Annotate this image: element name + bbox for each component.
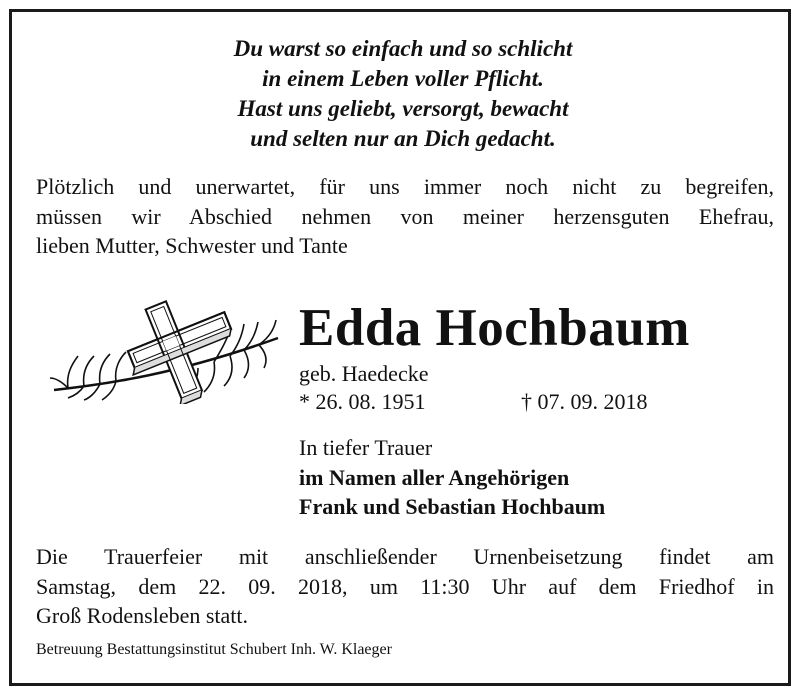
ceremony-line: Die Trauerfeier mit anschließender Urnenbeisetzung findet am xyxy=(36,544,774,569)
death-date: † 07. 09. 2018 xyxy=(521,389,648,414)
poem-line: Hast uns geliebt, versorgt, bewacht xyxy=(237,96,569,121)
poem-line: und selten nur an Dich gedacht. xyxy=(250,126,556,151)
intro-line: müssen wir Abschied nehmen von meiner herzensguten Ehefrau, xyxy=(36,203,774,229)
mourning-line: In tiefer Trauer xyxy=(299,435,433,460)
undertaker-note: Betreuung Bestattungsinstitut Schubert Inh. W. Klaeger xyxy=(36,641,392,658)
intro-text xyxy=(36,172,774,261)
obituary-frame xyxy=(9,9,791,686)
mourning-line: im Namen aller Angehörigen xyxy=(299,464,570,490)
cross-with-palm-branch-icon xyxy=(38,294,288,404)
poem-line: Du warst so einfach und so schlicht xyxy=(233,36,573,61)
maiden-name: geb. Haedecke xyxy=(299,361,429,386)
ceremony-line: Samstag, dem 22. 09. 2018, um 11:30 Uhr auf dem Friedhof in xyxy=(36,573,774,599)
poem xyxy=(12,34,794,154)
ceremony-text xyxy=(36,542,774,631)
ceremony-line: Groß Rodensleben statt. xyxy=(36,603,249,628)
mourners-names: Frank und Sebastian Hochbaum xyxy=(299,494,606,519)
birth-date: * 26. 08. 1951 xyxy=(299,389,426,414)
poem-line: in einem Leben voller Pflicht. xyxy=(262,66,544,91)
intro-line: Plötzlich und unerwartet, für uns immer noch nicht zu begreifen, xyxy=(36,174,774,199)
intro-line: lieben Mutter, Schwester und Tante xyxy=(36,233,348,258)
mourning-signature xyxy=(299,433,605,522)
deceased-name: Edda Hochbaum xyxy=(299,299,690,357)
